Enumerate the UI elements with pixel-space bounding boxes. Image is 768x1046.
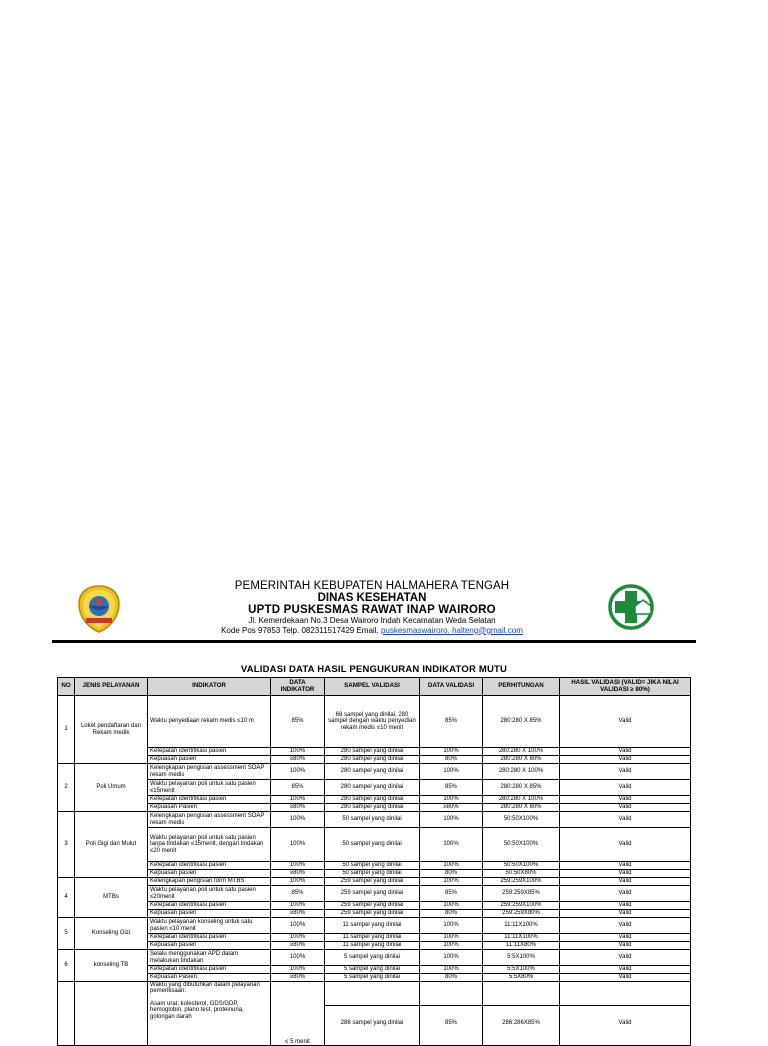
col-result: HASIL VALIDASI (VALID= JIKA NILAI VALIDASI ≥ 80%) bbox=[560, 678, 691, 696]
result-cell: Valid bbox=[560, 862, 691, 870]
sample-cell: 259 sampel yang dinilai bbox=[325, 878, 420, 886]
calculation-cell: 280:280 X 80% bbox=[483, 756, 560, 764]
service-name: Poli Umum bbox=[75, 764, 148, 812]
col-calculation: PERHITUNGAN bbox=[483, 678, 560, 696]
col-validation: DATA VALIDASI bbox=[420, 678, 483, 696]
calculation-cell: 280:280 X 80% bbox=[483, 804, 560, 812]
data-indicator-cell: 85% bbox=[271, 780, 325, 796]
sample-cell: 280 sampel yang dinilai bbox=[325, 804, 420, 812]
service-name: Poli Gigi dan Mulut bbox=[75, 812, 148, 878]
data-indicator-cell: ≥80% bbox=[271, 942, 325, 950]
result-cell: Valid bbox=[560, 942, 691, 950]
sample-cell: 259 sampel yang dinilai bbox=[325, 910, 420, 918]
indicator-cell bbox=[148, 982, 271, 1046]
data-validation-cell: 85% bbox=[420, 1006, 483, 1046]
header-rule bbox=[52, 640, 696, 643]
indicator-cell: Kepuasan pasien bbox=[148, 910, 271, 918]
indicator-cell: Ketepatan identifikasi pasien bbox=[148, 748, 271, 756]
address-line: Jl. Kemerdekaan No.3 Desa Wairoro Indah Kecamatan Weda Selatan bbox=[248, 616, 496, 626]
result-cell: Valid bbox=[560, 950, 691, 966]
data-indicator-cell: 100% bbox=[271, 878, 325, 886]
result-cell: Valid bbox=[560, 804, 691, 812]
calculation-cell: 11:11X80% bbox=[483, 942, 560, 950]
table-body bbox=[58, 696, 691, 1046]
sample-cell: 280 sampel yang dinilai bbox=[325, 764, 420, 780]
calculation-cell: 259:259X100% bbox=[483, 902, 560, 910]
sample-cell: 50 sampel yang dinilai bbox=[325, 828, 420, 862]
table-row bbox=[58, 966, 691, 974]
table-row bbox=[58, 950, 691, 966]
data-indicator-cell: 100% bbox=[271, 918, 325, 934]
calculation-cell: 5:5X100% bbox=[483, 950, 560, 966]
calculation-cell: 5:5X80% bbox=[483, 974, 560, 982]
data-validation-cell: 100% bbox=[420, 862, 483, 870]
indicator-cell: Selalu menggunakan APD dalam melakukan tindakan bbox=[148, 950, 271, 966]
col-data-indicator: DATA INDIKATOR bbox=[271, 678, 325, 696]
table-row bbox=[58, 982, 691, 1006]
service-name: Konseling Gizi bbox=[75, 918, 148, 950]
data-validation-cell: 100% bbox=[420, 796, 483, 804]
indicator-cell: Waktu pelayanan konseling untuk satu pasien ≤10 menit bbox=[148, 918, 271, 934]
row-number bbox=[58, 982, 75, 1046]
indicator-cell: Ketepatan identifikasi pasien bbox=[148, 934, 271, 942]
indicator-cell: Waktu pelayanan poli untuk satu pasien ≤20menit bbox=[148, 886, 271, 902]
indicator-cell: Kepuasan pasien bbox=[148, 870, 271, 878]
data-indicator-cell: 100% bbox=[271, 862, 325, 870]
data-indicator-cell: 100% bbox=[271, 764, 325, 780]
row-number: 4 bbox=[58, 878, 75, 918]
indicator-cell: Ketepatan identifikasi pasien bbox=[148, 902, 271, 910]
indicator-intro: Waktu yang dibutuhkan dalam pelayanan pemeriksaan: bbox=[150, 982, 260, 995]
email-link[interactable]: puskesmaswairoro. halteng@gmail.com bbox=[380, 625, 523, 635]
calculation-cell: 50:50X100% bbox=[483, 828, 560, 862]
calculation-cell: 50:50X100% bbox=[483, 812, 560, 828]
data-validation-cell: 100% bbox=[420, 812, 483, 828]
letterhead-text bbox=[162, 580, 582, 635]
calculation-cell: 50:50X80% bbox=[483, 870, 560, 878]
contact-prefix: Kode Pos 97853 Telp. 082311517429 Email. bbox=[221, 625, 379, 635]
sample-cell: 259 sampel yang dinilai bbox=[325, 902, 420, 910]
calculation-cell: 280:280 X 85% bbox=[483, 780, 560, 796]
data-indicator-cell: 100% bbox=[271, 812, 325, 828]
agency-name: DINAS KESEHATAN bbox=[317, 592, 427, 605]
government-name: PEMERINTAH KEBUPATEN HALMAHERA TENGAH bbox=[234, 580, 510, 592]
table-row bbox=[58, 974, 691, 982]
result-cell: Valid bbox=[560, 974, 691, 982]
result-cell: Valid bbox=[560, 934, 691, 942]
data-validation-cell: 100% bbox=[420, 934, 483, 942]
table-row bbox=[58, 756, 691, 764]
indicator-cell: Kepuasan pasien bbox=[148, 756, 271, 764]
calculation-cell: 11:11X100% bbox=[483, 934, 560, 942]
sample-cell bbox=[325, 982, 420, 1006]
table-row bbox=[58, 918, 691, 934]
table-row bbox=[58, 696, 691, 748]
result-cell: Valid bbox=[560, 918, 691, 934]
sample-cell: 50 sampel yang dinilai bbox=[325, 812, 420, 828]
table-header-row bbox=[58, 678, 691, 696]
indicator-cell: Kelengkapan pengisian assessment SOAP rekam medis bbox=[148, 812, 271, 828]
indicator-cell: Kelengkapan pengisian assessment SOAP rekam medis bbox=[148, 764, 271, 780]
table-row bbox=[58, 942, 691, 950]
calculation-cell: 259:259X80% bbox=[483, 910, 560, 918]
service-name: Loket pendaftaran dan Rekam medik bbox=[75, 696, 148, 764]
sample-cell: 11 sampel yang dinilai bbox=[325, 918, 420, 934]
contact-line bbox=[162, 627, 582, 635]
data-validation-cell: ≥80% bbox=[420, 804, 483, 812]
regency-seal-icon bbox=[76, 584, 122, 634]
result-cell: Valid bbox=[560, 878, 691, 886]
table-row bbox=[58, 910, 691, 918]
indicator-cell: Kepuasan Pasien bbox=[148, 974, 271, 982]
data-validation-cell: 100% bbox=[420, 902, 483, 910]
indicator-cell: Waktu penyediaan rekam medis ≤10 m bbox=[148, 696, 271, 748]
data-validation-cell: 100% bbox=[420, 918, 483, 934]
table-row bbox=[58, 878, 691, 886]
indicator-cell: Kepuasan Pasien bbox=[148, 804, 271, 812]
data-validation-cell bbox=[420, 982, 483, 1006]
data-validation-cell: 80% bbox=[420, 756, 483, 764]
indicator-cell: Kelengkapan pengisian form MTBS bbox=[148, 878, 271, 886]
col-sample: SAMPEL VALIDASI bbox=[325, 678, 420, 696]
sample-cell: 5 sampel yang dinilai bbox=[325, 950, 420, 966]
data-indicator-cell: ≥80% bbox=[271, 870, 325, 878]
data-indicator-cell: 100% bbox=[271, 796, 325, 804]
calculation-cell: 11:11X100% bbox=[483, 918, 560, 934]
calculation-cell: 286:286X85% bbox=[483, 1006, 560, 1046]
data-indicator-cell: 85% bbox=[271, 696, 325, 748]
indicator-cell: Ketepatan identifikasi pasien bbox=[148, 796, 271, 804]
sample-cell: 68 sampel yang dinilai, 280 sampel dengan waktu penyedian rekam medis ≤10 menit bbox=[325, 696, 420, 748]
puskesmas-cross-logo-icon bbox=[606, 582, 656, 632]
service-name: MTBs bbox=[75, 878, 148, 918]
result-cell: Valid bbox=[560, 796, 691, 804]
calculation-cell: 280:280 X 100% bbox=[483, 748, 560, 756]
data-validation-cell: 100% bbox=[420, 878, 483, 886]
row-number: 6 bbox=[58, 950, 75, 982]
sample-cell: 11 sampel yang dinilai bbox=[325, 942, 420, 950]
table-row bbox=[58, 748, 691, 756]
data-indicator-cell: 100% bbox=[271, 748, 325, 756]
service-name bbox=[75, 982, 148, 1046]
result-cell: Valid bbox=[560, 870, 691, 878]
result-cell: Valid bbox=[560, 902, 691, 910]
table-row bbox=[58, 812, 691, 828]
indicator-cell: Ketepatan identifikasi pasien bbox=[148, 862, 271, 870]
result-cell: Valid bbox=[560, 910, 691, 918]
data-indicator-cell: 100% bbox=[271, 950, 325, 966]
indicator-cell: Kepuasan pasien bbox=[148, 942, 271, 950]
sample-cell: 280 sampel yang dinilai bbox=[325, 796, 420, 804]
data-indicator-cell: 100% bbox=[271, 902, 325, 910]
table-row bbox=[58, 764, 691, 780]
result-cell: Valid bbox=[560, 696, 691, 748]
data-validation-cell: 85% bbox=[420, 886, 483, 902]
data-validation-cell: 85% bbox=[420, 696, 483, 748]
row-number: 2 bbox=[58, 764, 75, 812]
row-number: 1 bbox=[58, 696, 75, 764]
calculation-cell: 280:280 X 100% bbox=[483, 796, 560, 804]
table-row bbox=[58, 796, 691, 804]
result-cell: Valid bbox=[560, 780, 691, 796]
col-indicator: INDIKATOR bbox=[148, 678, 271, 696]
sample-cell: 50 sampel yang dinilai bbox=[325, 862, 420, 870]
calculation-cell: 5:5X100% bbox=[483, 966, 560, 974]
indicator-detail: Asam urat, kolesterol, GDS/GDP, hemoglobin, plano test, proteinuria, golongan darah bbox=[150, 1000, 244, 1020]
result-cell: Valid bbox=[560, 828, 691, 862]
sample-cell: 280 sampel yang dinilai bbox=[325, 748, 420, 756]
data-indicator-cell: ≥80% bbox=[271, 974, 325, 982]
table-row bbox=[58, 804, 691, 812]
data-indicator-cell: 100% bbox=[271, 934, 325, 942]
data-validation-cell: 80% bbox=[420, 910, 483, 918]
table-row bbox=[58, 780, 691, 796]
validation-table bbox=[57, 677, 691, 1046]
indicator-cell: Waktu pelayanan poli untuk satu pasien ≤15menit bbox=[148, 780, 271, 796]
service-name: konseling TB bbox=[75, 950, 148, 982]
row-number: 5 bbox=[58, 918, 75, 950]
data-validation-cell: 85% bbox=[420, 780, 483, 796]
sample-cell: 280 sampel yang dinilai bbox=[325, 780, 420, 796]
result-cell: Valid bbox=[560, 966, 691, 974]
sample-cell: 5 sampel yang dinilai bbox=[325, 966, 420, 974]
data-validation-cell: 100% bbox=[420, 942, 483, 950]
data-validation-cell: 100% bbox=[420, 828, 483, 862]
sample-cell: 286 sampel yang dinilai bbox=[325, 1006, 420, 1046]
data-indicator-cell: 100% bbox=[271, 966, 325, 974]
sample-cell: 50 sampel yang dinilai bbox=[325, 870, 420, 878]
table-row bbox=[58, 886, 691, 902]
table-row bbox=[58, 934, 691, 942]
result-cell: Valid bbox=[560, 764, 691, 780]
data-validation-cell: 100% bbox=[420, 966, 483, 974]
col-service: JENIS PELAYANAN bbox=[75, 678, 148, 696]
col-no: NO bbox=[58, 678, 75, 696]
result-cell: Valid bbox=[560, 748, 691, 756]
result-cell: Valid bbox=[560, 886, 691, 902]
row-number: 3 bbox=[58, 812, 75, 878]
calculation-cell: 259:259X85% bbox=[483, 886, 560, 902]
result-cell bbox=[560, 982, 691, 1006]
data-validation-cell: 80% bbox=[420, 870, 483, 878]
table-row bbox=[58, 902, 691, 910]
data-indicator-cell: ≥80% bbox=[271, 804, 325, 812]
data-validation-cell: 100% bbox=[420, 764, 483, 780]
table-row bbox=[58, 870, 691, 878]
data-indicator-cell: 100% bbox=[271, 828, 325, 862]
calculation-cell: 280:280 X 100% bbox=[483, 764, 560, 780]
unit-name: UPTD PUSKESMAS RAWAT INAP WAIRORO bbox=[248, 604, 496, 617]
data-validation-cell: 80% bbox=[420, 974, 483, 982]
data-indicator-cell: 85% bbox=[271, 886, 325, 902]
result-cell: Valid bbox=[560, 756, 691, 764]
sample-cell: 280 sampel yang dinilai bbox=[325, 756, 420, 764]
sample-cell: 5 sampel yang dinilai bbox=[325, 974, 420, 982]
table-row bbox=[58, 862, 691, 870]
calculation-cell: 50:50X100% bbox=[483, 862, 560, 870]
data-validation-cell: 100% bbox=[420, 748, 483, 756]
letterhead bbox=[52, 576, 696, 642]
sample-cell: 259 sampel yang dinilai bbox=[325, 886, 420, 902]
data-indicator-cell: ≥80% bbox=[271, 756, 325, 764]
result-cell: Valid bbox=[560, 812, 691, 828]
indicator-cell: Waktu pelayanan poli untuk satu pasien tanpa tindakan ≤15menit, dengan tindakan ≤20 menit bbox=[148, 828, 271, 862]
calculation-cell: 259:259X100% bbox=[483, 878, 560, 886]
data-indicator-cell: ≤ 5 menit bbox=[271, 982, 325, 1046]
indicator-cell: Ketepatan identifikasi pasien bbox=[148, 966, 271, 974]
data-validation-cell: 100% bbox=[420, 950, 483, 966]
calculation-cell: 280:280 X 85% bbox=[483, 696, 560, 748]
data-indicator-cell: ≥80% bbox=[271, 910, 325, 918]
document-title: VALIDASI DATA HASIL PENGUKURAN INDIKATOR MUTU bbox=[240, 664, 508, 675]
result-cell: Valid bbox=[560, 1006, 691, 1046]
sample-cell: 11 sampel yang dinilai bbox=[325, 934, 420, 942]
table-row bbox=[58, 828, 691, 862]
calculation-cell bbox=[483, 982, 560, 1006]
